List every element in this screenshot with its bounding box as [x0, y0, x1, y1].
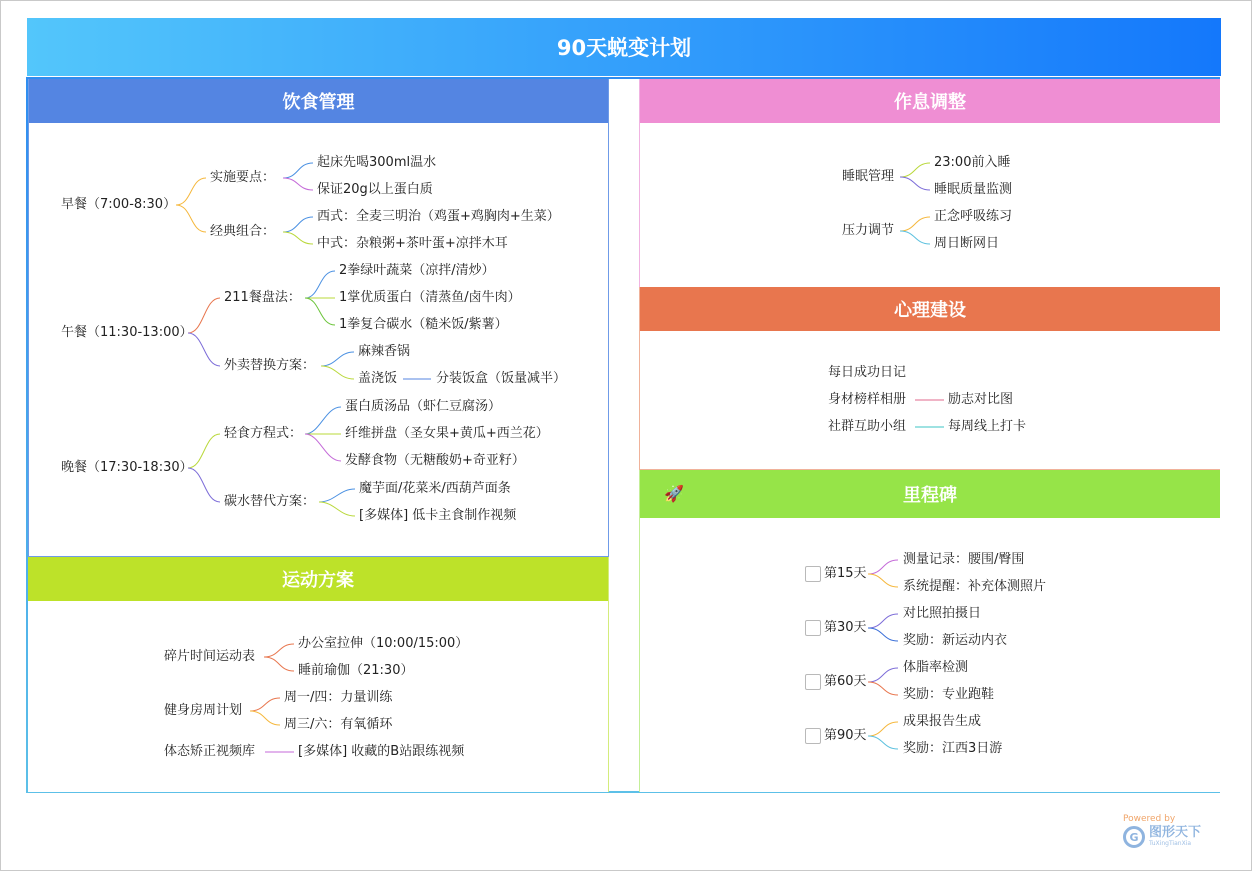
mind-album-item: 励志对比图	[948, 392, 1014, 407]
milestone-15-item-1: 测量记录：腰围/臀围	[903, 552, 1025, 567]
rest-sleep-node: 睡眠管理	[842, 169, 895, 184]
exercise-posture-1: [多媒体] 收藏的B站跟练视频	[298, 744, 465, 759]
rest-stress-1: 正念呼吸练习	[934, 209, 1013, 224]
rest-stress-2: 周日断网日	[934, 236, 1000, 251]
milestone-60-item-2: 奖励：专业跑鞋	[903, 687, 995, 702]
milestone-header	[640, 470, 1220, 518]
rest-panel	[639, 79, 1220, 287]
mind-group-item: 每周线上打卡	[948, 419, 1027, 434]
mind-header-text: 心理建设	[894, 300, 966, 321]
lunch-takeout-2: 盖浇饭	[358, 371, 398, 386]
brand-name: 图形天下	[1149, 825, 1202, 840]
brand-logo-icon: G	[1123, 826, 1145, 848]
mind-diary: 每日成功日记	[828, 365, 907, 380]
lunch-plate-node: 211餐盘法：	[224, 290, 301, 305]
breakfast-node: 早餐（7:00-8:30）	[61, 197, 177, 212]
mind-panel	[639, 287, 1220, 470]
lunch-takeout-node: 外卖替换方案：	[224, 358, 316, 373]
milestone-15-node: 第15天	[824, 566, 867, 581]
rest-header-text: 作息调整	[894, 92, 966, 113]
exercise-gym-1: 周一/四：力量训练	[284, 690, 393, 705]
milestone-15-checkbox[interactable]	[805, 566, 821, 582]
lunch-plate-2: 1掌优质蛋白（清蒸鱼/卤牛肉）	[339, 290, 521, 305]
page-title	[27, 18, 1221, 76]
dinner-node: 晚餐（17:30-18:30）	[61, 460, 193, 475]
milestone-60-node: 第60天	[824, 674, 867, 689]
rocket-icon: 🚀	[664, 484, 684, 503]
breakfast-combo-1: 西式：全麦三明治（鸡蛋+鸡胸肉+生菜）	[317, 209, 560, 224]
brand-subtitle: TuXingTianXia	[1149, 840, 1192, 847]
milestone-60-checkbox[interactable]	[805, 674, 821, 690]
exercise-frag-node: 碎片时间运动表	[164, 649, 256, 664]
milestone-90-node: 第90天	[824, 728, 867, 743]
diet-header	[29, 79, 608, 123]
milestone-90-item-2: 奖励：江西3日游	[903, 741, 1003, 756]
milestone-60-item-1: 体脂率检测	[903, 660, 969, 675]
milestone-15-item-2: 系统提醒：补充体测照片	[903, 579, 1047, 594]
milestone-90-checkbox[interactable]	[805, 728, 821, 744]
milestone-30-item-2: 奖励：新运动内衣	[903, 633, 1008, 648]
milestone-90-item-1: 成果报告生成	[903, 714, 982, 729]
mind-album-node: 身材榜样相册	[828, 392, 907, 407]
diet-header-text: 饮食管理	[282, 92, 355, 113]
dinner-carb-1: 魔芋面/花菜米/西葫芦面条	[359, 481, 511, 496]
dinner-light-node: 轻食方程式：	[224, 426, 303, 441]
dinner-carb-2: [多媒体] 低卡主食制作视频	[359, 508, 517, 523]
rest-sleep-1: 23:00前入睡	[934, 155, 1011, 170]
exercise-frag-2: 睡前瑜伽（21:30）	[298, 663, 414, 678]
breakfast-point-1: 起床先喝300ml温水	[317, 155, 437, 170]
brand-logo	[1123, 814, 1201, 848]
rest-sleep-2: 睡眠质量监测	[934, 182, 1013, 197]
milestone-header-text: 里程碑	[903, 485, 957, 506]
page-title-text: 90天蜕变计划	[556, 36, 692, 60]
dinner-carb-node: 碳水替代方案：	[224, 494, 316, 509]
breakfast-combo-node: 经典组合：	[210, 224, 276, 239]
breakfast-points-node: 实施要点：	[210, 170, 276, 185]
dinner-light-3: 发酵食物（无糖酸奶+奇亚籽）	[345, 453, 525, 468]
exercise-header	[28, 557, 608, 601]
breakfast-point-2: 保证20g以上蛋白质	[317, 182, 433, 197]
lunch-takeout-sub: 分装饭盒（饭量减半）	[436, 371, 567, 386]
exercise-header-text: 运动方案	[282, 570, 354, 591]
exercise-gym-node: 健身房周计划	[164, 703, 243, 718]
exercise-posture-node: 体态矫正视频库	[164, 744, 256, 759]
dinner-light-2: 纤维拼盘（圣女果+黄瓜+西兰花）	[345, 426, 549, 441]
rest-header	[640, 79, 1220, 123]
lunch-plate-1: 2拳绿叶蔬菜（凉拌/清炒）	[339, 263, 495, 278]
powered-by-text: Powered by	[1123, 814, 1176, 824]
lunch-node: 午餐（11:30-13:00）	[61, 325, 193, 340]
exercise-frag-1: 办公室拉伸（10:00/15:00）	[298, 636, 469, 651]
rest-stress-node: 压力调节	[842, 223, 895, 238]
breakfast-combo-2: 中式：杂粮粥+茶叶蛋+凉拌木耳	[317, 236, 508, 251]
mind-group-node: 社群互助小组	[828, 419, 907, 434]
milestone-30-checkbox[interactable]	[805, 620, 821, 636]
exercise-gym-2: 周三/六：有氧循环	[284, 717, 393, 732]
milestone-30-item-1: 对比照拍摄日	[903, 606, 982, 621]
lunch-takeout-1: 麻辣香锅	[358, 344, 411, 359]
diet-panel	[28, 79, 609, 557]
lunch-plate-3: 1拳复合碳水（糙米饭/紫薯）	[339, 317, 508, 332]
mind-header	[640, 287, 1220, 331]
milestone-30-node: 第30天	[824, 620, 867, 635]
dinner-light-1: 蛋白质汤品（虾仁豆腐汤）	[345, 399, 502, 414]
